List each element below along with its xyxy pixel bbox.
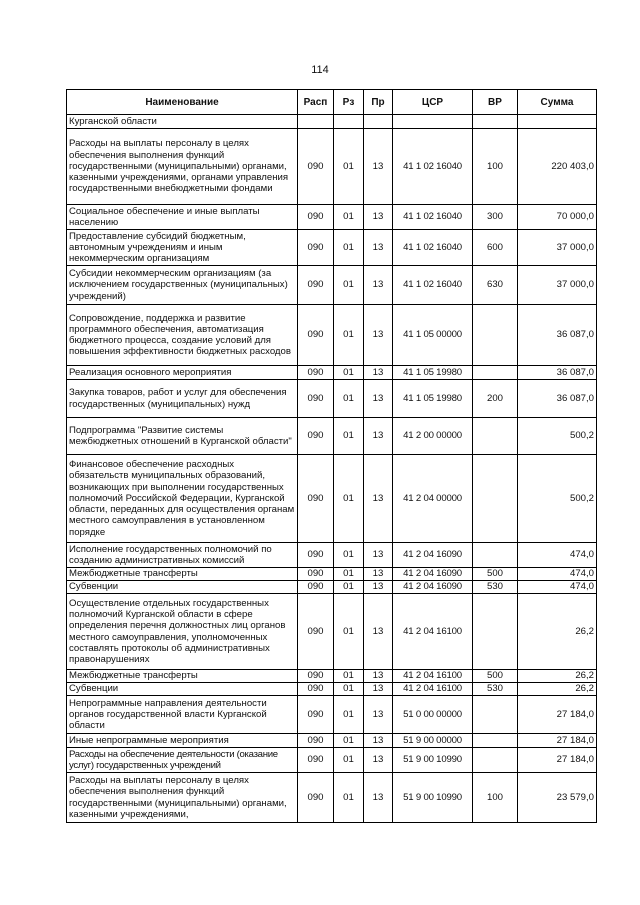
row-rasp: 090: [298, 380, 334, 418]
row-csr: 41 2 04 16100: [393, 683, 473, 696]
row-rz: 01: [334, 230, 364, 266]
row-rz: 01: [334, 266, 364, 305]
table-row: [67, 568, 597, 581]
row-name: Финансовое обеспечение расходных обязательств муниципальных образований, возникающих при выполнении государственных полномочий Российской Федерации, Курганской области, переданных для осуществления органам местного самоуправления в установленном порядке: [67, 455, 298, 543]
row-sum: 27 184,0: [518, 696, 597, 734]
header-rasp: Расп: [298, 90, 334, 115]
table-row: [67, 734, 597, 748]
row-vr: [473, 594, 518, 670]
table-row: [67, 773, 597, 823]
row-vr: 530: [473, 581, 518, 594]
row-name: Закупка товаров, работ и услуг для обеспечения государственных (муниципальных) нужд: [67, 380, 298, 418]
row-rasp: 090: [298, 734, 334, 748]
row-vr: [473, 543, 518, 568]
table-row: [67, 683, 597, 696]
row-sum: 37 000,0: [518, 266, 597, 305]
row-csr: 51 0 00 00000: [393, 696, 473, 734]
table-header-row: [67, 90, 597, 115]
row-vr: 100: [473, 129, 518, 205]
header-vr: ВР: [473, 90, 518, 115]
header-rz: Рз: [334, 90, 364, 115]
row-sum: 37 000,0: [518, 230, 597, 266]
table-row: [67, 129, 597, 205]
row-csr: 41 2 04 16090: [393, 568, 473, 581]
row-rasp: 090: [298, 230, 334, 266]
row-rz: 01: [334, 380, 364, 418]
row-name: Межбюджетные трансферты: [67, 670, 298, 683]
row-name: Субвенции: [67, 683, 298, 696]
row-csr: 41 2 04 16100: [393, 670, 473, 683]
row-rasp: 090: [298, 543, 334, 568]
row-pr: 13: [364, 366, 393, 380]
row-sum: 500,2: [518, 418, 597, 455]
row-sum: [518, 115, 597, 129]
row-rasp: 090: [298, 455, 334, 543]
row-name: Реализация основного мероприятия: [67, 366, 298, 380]
row-pr: 13: [364, 418, 393, 455]
row-rz: 01: [334, 366, 364, 380]
row-vr: [473, 455, 518, 543]
row-pr: 13: [364, 266, 393, 305]
row-sum: 36 087,0: [518, 380, 597, 418]
row-rasp: 090: [298, 305, 334, 366]
row-rasp: [298, 115, 334, 129]
row-csr: 41 2 00 00000: [393, 418, 473, 455]
table-row: [67, 205, 597, 230]
row-pr: 13: [364, 683, 393, 696]
row-sum: 23 579,0: [518, 773, 597, 823]
row-rasp: 090: [298, 581, 334, 594]
row-csr: 41 1 05 19980: [393, 380, 473, 418]
row-vr: 100: [473, 773, 518, 823]
row-csr: 51 9 00 10990: [393, 748, 473, 773]
row-sum: 70 000,0: [518, 205, 597, 230]
row-csr: 41 2 04 00000: [393, 455, 473, 543]
row-vr: 500: [473, 670, 518, 683]
header-name: Наименование: [67, 90, 298, 115]
row-sum: 474,0: [518, 543, 597, 568]
table-row: [67, 455, 597, 543]
row-rasp: 090: [298, 366, 334, 380]
row-pr: 13: [364, 543, 393, 568]
row-vr: 300: [473, 205, 518, 230]
row-sum: 36 087,0: [518, 305, 597, 366]
row-vr: 530: [473, 683, 518, 696]
row-pr: 13: [364, 773, 393, 823]
row-name: Субсидии некоммерческим организациям (за исключением государственных (муниципальных) учреждений): [67, 266, 298, 305]
row-rasp: 090: [298, 568, 334, 581]
row-pr: 13: [364, 748, 393, 773]
table-row: [67, 115, 597, 129]
row-name: Социальное обеспечение и иные выплаты населению: [67, 205, 298, 230]
row-pr: 13: [364, 455, 393, 543]
table-row: [67, 748, 597, 773]
row-vr: [473, 418, 518, 455]
row-vr: [473, 734, 518, 748]
row-sum: 474,0: [518, 581, 597, 594]
page-number: 114: [311, 64, 329, 76]
row-pr: 13: [364, 734, 393, 748]
row-pr: 13: [364, 205, 393, 230]
row-pr: 13: [364, 230, 393, 266]
row-rz: 01: [334, 734, 364, 748]
row-rasp: 090: [298, 748, 334, 773]
row-vr: [473, 366, 518, 380]
row-pr: 13: [364, 581, 393, 594]
row-name: Исполнение государственных полномочий по созданию административных комиссий: [67, 543, 298, 568]
table-row: [67, 380, 597, 418]
row-pr: 13: [364, 129, 393, 205]
row-vr: [473, 748, 518, 773]
row-rasp: 090: [298, 696, 334, 734]
table-row: [67, 305, 597, 366]
row-pr: 13: [364, 380, 393, 418]
row-name: Расходы на выплаты персоналу в целях обеспечения выполнения функций государственными (муниципальными) органами, казенными учреждениями,: [67, 773, 298, 823]
row-pr: 13: [364, 305, 393, 366]
table-row: [67, 230, 597, 266]
row-pr: 13: [364, 568, 393, 581]
row-sum: 26,2: [518, 594, 597, 670]
row-pr: [364, 115, 393, 129]
row-vr: [473, 696, 518, 734]
row-rz: 01: [334, 418, 364, 455]
table-row: [67, 543, 597, 568]
row-vr: 500: [473, 568, 518, 581]
row-name: Субвенции: [67, 581, 298, 594]
row-rz: 01: [334, 773, 364, 823]
row-csr: [393, 115, 473, 129]
row-rz: 01: [334, 696, 364, 734]
row-vr: [473, 115, 518, 129]
row-sum: 474,0: [518, 568, 597, 581]
row-rasp: 090: [298, 129, 334, 205]
row-rasp: 090: [298, 205, 334, 230]
table-row: [67, 581, 597, 594]
table-row: [67, 266, 597, 305]
table-row: [67, 594, 597, 670]
row-sum: 220 403,0: [518, 129, 597, 205]
header-pr: Пр: [364, 90, 393, 115]
row-vr: [473, 305, 518, 366]
row-rasp: 090: [298, 266, 334, 305]
row-vr: 630: [473, 266, 518, 305]
row-csr: 41 1 02 16040: [393, 129, 473, 205]
row-sum: 26,2: [518, 683, 597, 696]
row-csr: 41 1 02 16040: [393, 266, 473, 305]
row-rz: 01: [334, 594, 364, 670]
row-sum: 26,2: [518, 670, 597, 683]
row-csr: 41 2 04 16100: [393, 594, 473, 670]
header-sum: Сумма: [518, 90, 597, 115]
table-row: [67, 366, 597, 380]
row-sum: 500,2: [518, 455, 597, 543]
row-rasp: 090: [298, 683, 334, 696]
row-rz: 01: [334, 129, 364, 205]
row-csr: 41 1 05 19980: [393, 366, 473, 380]
row-csr: 41 1 02 16040: [393, 205, 473, 230]
row-rz: 01: [334, 455, 364, 543]
row-rz: 01: [334, 748, 364, 773]
row-csr: 41 1 05 00000: [393, 305, 473, 366]
row-rz: 01: [334, 205, 364, 230]
row-rz: 01: [334, 670, 364, 683]
row-name: Курганской области: [67, 115, 298, 129]
row-sum: 27 184,0: [518, 734, 597, 748]
row-rasp: 090: [298, 773, 334, 823]
row-rz: 01: [334, 568, 364, 581]
row-sum: 27 184,0: [518, 748, 597, 773]
row-name: Непрограммные направления деятельности органов государственной власти Курганской области: [67, 696, 298, 734]
row-name: Расходы на выплаты персоналу в целях обеспечения выполнения функций государственными (муниципальными) органами, казенными учреждениями, органами управления государственными внебюджетными фондами: [67, 129, 298, 205]
table-row: [67, 696, 597, 734]
row-vr: 600: [473, 230, 518, 266]
row-csr: 51 9 00 10990: [393, 773, 473, 823]
row-csr: 41 2 04 16090: [393, 581, 473, 594]
row-rz: 01: [334, 305, 364, 366]
row-name: Сопровождение, поддержка и развитие программного обеспечения, автоматизация бюджетного процесса, создание условий для повышения эффективности бюджетных расходов: [67, 305, 298, 366]
table-row: [67, 418, 597, 455]
row-rz: [334, 115, 364, 129]
row-rz: 01: [334, 543, 364, 568]
row-name: Расходы на обеспечение деятельности (оказание услуг) государственных учреждений: [67, 748, 298, 773]
row-rasp: 090: [298, 594, 334, 670]
row-name: Иные непрограммные мероприятия: [67, 734, 298, 748]
row-csr: 41 1 02 16040: [393, 230, 473, 266]
budget-table: [66, 89, 597, 823]
row-rz: 01: [334, 683, 364, 696]
row-csr: 51 9 00 00000: [393, 734, 473, 748]
table-row: [67, 670, 597, 683]
row-name: Предоставление субсидий бюджетным, автономным учреждениям и иным некоммерческим организациям: [67, 230, 298, 266]
row-name: Осуществление отдельных государственных полномочий Курганской области в сфере определения перечня должностных лиц органов местного самоуправления, уполномоченных составлять протоколы об административных правонарушениях: [67, 594, 298, 670]
row-pr: 13: [364, 594, 393, 670]
row-rz: 01: [334, 581, 364, 594]
row-name: Межбюджетные трансферты: [67, 568, 298, 581]
row-rasp: 090: [298, 418, 334, 455]
header-csr: ЦСР: [393, 90, 473, 115]
row-pr: 13: [364, 670, 393, 683]
row-csr: 41 2 04 16090: [393, 543, 473, 568]
row-pr: 13: [364, 696, 393, 734]
row-vr: 200: [473, 380, 518, 418]
row-rasp: 090: [298, 670, 334, 683]
row-name: Подпрограмма "Развитие системы межбюджетных отношений в Курганской области": [67, 418, 298, 455]
row-sum: 36 087,0: [518, 366, 597, 380]
